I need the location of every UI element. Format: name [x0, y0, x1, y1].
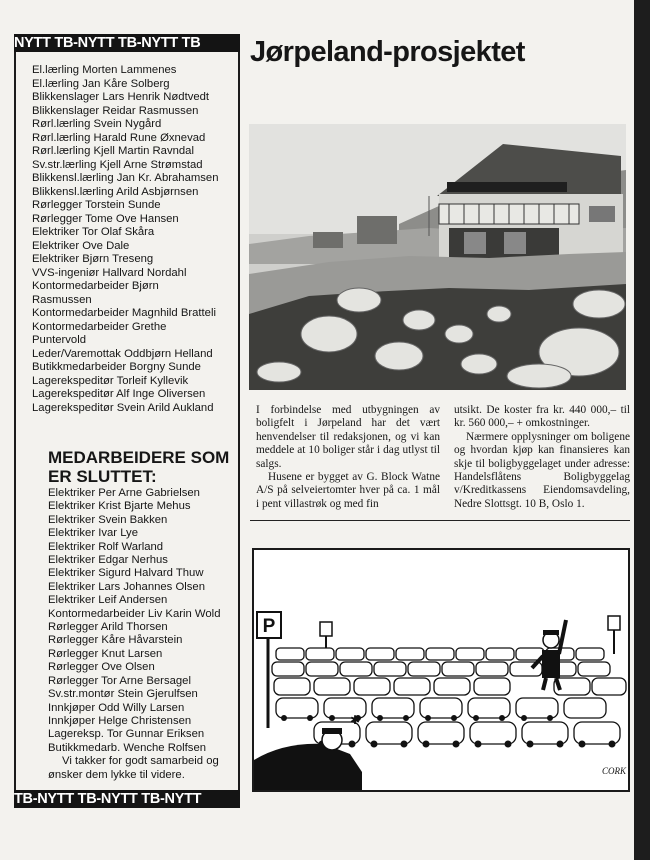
divider-rule — [250, 520, 630, 521]
staff-line: VVS-ingeniør Hallvard Nordahl — [32, 266, 187, 279]
staff-line: Elektriker Tor Olaf Skåra — [32, 226, 155, 238]
leaver-line: Rørlegger Kåre Håvarstein — [48, 634, 183, 647]
staff-line: Rørlegger Tome Ove Hansen — [32, 212, 179, 225]
parking-cartoon — [252, 548, 630, 792]
leavers-heading-line-1: MEDARBEIDERE SOM — [48, 448, 230, 467]
leaver-line: Rørlegger Ove Olsen — [48, 661, 155, 674]
staff-line: Puntervold — [32, 334, 87, 346]
staff-line: Blikkenslager Lars Henrik Nødtvedt — [32, 91, 210, 103]
article-title: Jørpeland-prosjektet — [250, 36, 525, 68]
staff-line: El.lærling Morten Lammenes — [32, 64, 177, 76]
article-paragraph-4: Nærmere opplysninger om boligene og hvordan kjøp kan finansieres kan skje til boligbyggelaget under adresse: Handelsflåtens Boligbyggelag v/Kreditkassens Eiendomsavdeling, Nedre Slottsgt. 10 B, Oslo 1. — [454, 430, 630, 510]
tb-nytt-banner-bottom: TB-NYTT TB-NYTT TB-NYTT — [14, 790, 240, 808]
leaver-line: Innkjøper Odd Willy Larsen — [48, 701, 185, 714]
leaver-line: Lagereksp. Tor Gunnar Eriksen — [48, 728, 205, 741]
leaver-line: Elektriker Ivar Lye — [48, 527, 138, 540]
article-paragraph-1: I forbindelse med utbygningen av boligfelt i Jørpeland har det vært henvendelser til redaksjonen, og vi kan meddele at 10 boliger står i dag utlyst til salgs. — [256, 404, 440, 470]
staff-line: Elektriker Bjørn Treseng — [32, 253, 154, 265]
leavers-heading-line-2: ER SLUTTET: — [48, 467, 157, 486]
staff-line: Kontormedarbeider Magnhild Bratteli — [32, 307, 216, 319]
tb-nytt-banner-top: NYTT TB-NYTT TB-NYTT TB — [14, 34, 240, 52]
staff-line: Blikkenslager Reidar Rasmussen — [32, 104, 199, 117]
leaver-line: Rørlegger Tor Arne Bersagel — [48, 674, 191, 687]
staff-line: Rørlegger Torstein Sunde — [32, 199, 161, 211]
leaver-line: Butikkmedarb. Wenche Rolfsen — [48, 741, 207, 754]
parking-sign-letter: P — [262, 616, 276, 637]
leaver-line: Rørlegger Knut Larsen — [48, 647, 163, 660]
leaver-line: Elektriker Leif Andersen — [48, 594, 168, 607]
staff-line: Sv.str.lærling Kjell Arne Strømstad — [32, 158, 203, 171]
staff-line: Kontormedarbeider Bjørn — [32, 280, 159, 292]
cartoon-drawing — [254, 550, 628, 790]
staff-line: Rasmussen — [32, 293, 92, 306]
article-paragraph-2: Husene er bygget av G. Block Watne A/S på selveiertomter hver på ca. 1 mål i pent villastrøk og med fin — [256, 471, 440, 510]
housing-photo — [249, 124, 626, 390]
leaver-line: Elektriker Sigurd Halvard Thuw — [48, 567, 204, 580]
cartoonist-signature: CORK — [602, 766, 627, 776]
staff-line: Lagerekspeditør Torleif Kyllevik — [32, 374, 189, 387]
leaver-line: Elektriker Rolf Warland — [48, 540, 164, 553]
staff-line: Rørl.lærling Kjell Martin Ravndal — [32, 145, 194, 157]
leaver-line: Elektriker Krist Bjarte Mehus — [48, 500, 191, 513]
svg-text:✱: ✱ — [350, 713, 361, 727]
staff-line: Rørl.lærling Svein Nygård — [32, 118, 162, 130]
staff-line: El.lærling Jan Kåre Solberg — [32, 77, 170, 90]
staff-line: Leder/Varemottak Oddbjørn Helland — [32, 347, 213, 360]
leavers-list — [48, 487, 238, 782]
new-staff-list — [32, 64, 238, 415]
staff-line: Blikkensl.lærling Arild Asbjørnsen — [32, 185, 199, 198]
article-column-left — [256, 404, 440, 511]
staff-line: Lagerekspeditør Alf Inge Oliversen — [32, 388, 206, 400]
leaver-line: Elektriker Edgar Nerhus — [48, 554, 168, 567]
staff-line: Rørl.lærling Harald Rune Øxnevad — [32, 131, 206, 144]
leaver-line: Rørlegger Arild Thorsen — [48, 621, 168, 634]
leaver-line: Innkjøper Helge Christensen — [48, 714, 192, 727]
thanks-note: Vi takker for godt samarbeid og ønsker dem lykke til videre. — [48, 755, 219, 781]
leaver-line: Sv.str.montør Stein Gjerulfsen — [48, 688, 198, 701]
leavers-heading — [48, 448, 238, 486]
staff-line: Blikkensl.lærling Jan Kr. Abrahamsen — [32, 172, 219, 184]
staff-line: Kontormedarbeider Grethe — [32, 320, 167, 333]
page-spine — [634, 0, 650, 860]
article-paragraph-3: utsikt. De koster fra kr. 440 000,– til kr. 560 000,– + omkostninger. — [454, 404, 630, 430]
leaver-line: Elektriker Per Arne Gabrielsen — [48, 487, 200, 499]
staff-line: Elektriker Ove Dale — [32, 239, 130, 252]
leaver-line: Kontormedarbeider Liv Karin Wold — [48, 607, 221, 620]
staff-line: Butikkmedarbeider Borgny Sunde — [32, 361, 201, 373]
leaver-line: Elektriker Lars Johannes Olsen — [48, 580, 205, 593]
leaver-line: Elektriker Svein Bakken — [48, 513, 168, 526]
article-column-right — [454, 404, 630, 511]
staff-line: Lagerekspeditør Svein Arild Aukland — [32, 401, 214, 414]
